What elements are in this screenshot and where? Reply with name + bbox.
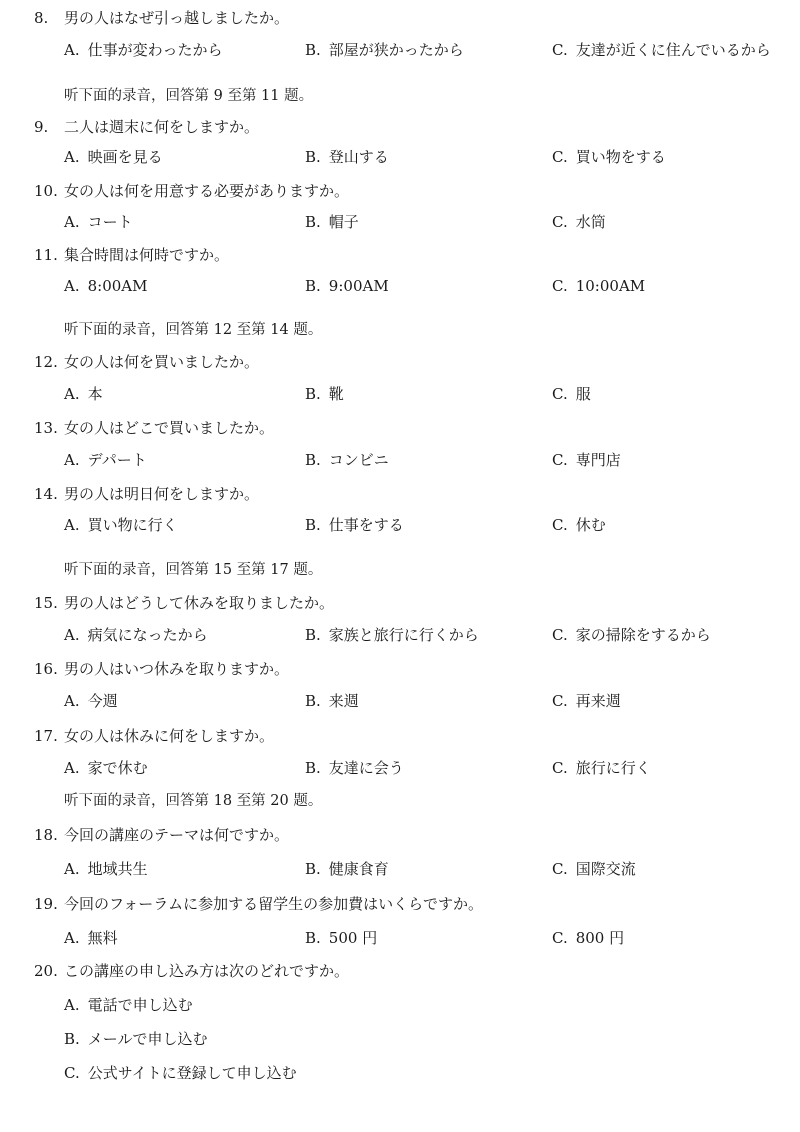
option-letter: C. (552, 929, 568, 947)
option-text: 健康食育 (328, 860, 389, 878)
section-instruction: 听下面的录音，回答第 15 至第 17 题。 (64, 562, 323, 578)
option-letter: A. (64, 385, 80, 403)
option-text: 10:00AM (575, 277, 646, 295)
option-letter: A. (64, 996, 80, 1014)
option-c (552, 40, 771, 60)
question-text: 男の人はどうして休みを取りましたか。 (64, 594, 335, 612)
option-b (305, 212, 359, 232)
option-text: 専門店 (575, 451, 621, 469)
option-letter: C. (552, 385, 568, 403)
option-text: 水筒 (575, 213, 606, 231)
option-text: 家族と旅行に行くから (328, 626, 479, 644)
option-text: 無料 (87, 929, 118, 947)
question-number: 10. (34, 182, 58, 200)
option-b (305, 276, 389, 296)
option-text: 仕事をする (328, 516, 404, 534)
option-text: コンビニ (328, 451, 389, 469)
option-c (552, 276, 645, 296)
option-letter: B. (305, 277, 321, 295)
option-b (305, 450, 389, 470)
option-c (552, 928, 624, 948)
question-number: 9. (34, 118, 49, 136)
option-text: 8:00AM (87, 277, 148, 295)
option-a (64, 212, 133, 232)
option-letter: B. (305, 41, 321, 59)
option-text: 家の掃除をするから (575, 626, 711, 644)
option-letter: B. (305, 929, 321, 947)
option-text: 地域共生 (87, 860, 148, 878)
question-text: 男の人はなぜ引っ越しましたか。 (64, 9, 290, 27)
option-letter: C. (552, 860, 568, 878)
option-text: 友達が近くに住んでいるから (575, 41, 771, 59)
question-text: 男の人はいつ休みを取りますか。 (64, 660, 290, 678)
option-letter: A. (64, 451, 80, 469)
option-a (64, 384, 103, 404)
question-text: 集合時間は何時ですか。 (64, 246, 230, 264)
option-c (552, 515, 606, 535)
option-letter: A. (64, 929, 80, 947)
option-a (64, 147, 163, 167)
option-letter: B. (305, 213, 321, 231)
option-a (64, 515, 178, 535)
option-b (64, 1029, 208, 1049)
option-text: 再来週 (575, 692, 621, 710)
question-text: 二人は週末に何をしますか。 (64, 118, 260, 136)
option-text: 映画を見る (87, 148, 163, 166)
option-letter: B. (305, 626, 321, 644)
question-text: この講座の申し込み方は次のどれですか。 (64, 962, 350, 980)
option-text: 500 円 (328, 929, 378, 947)
option-letter: B. (305, 385, 321, 403)
option-b (305, 625, 479, 645)
option-text: 国際交流 (575, 860, 636, 878)
option-letter: B. (64, 1030, 80, 1048)
question-text: 男の人は明日何をしますか。 (64, 485, 260, 503)
option-a (64, 625, 208, 645)
option-text: 登山する (328, 148, 389, 166)
option-c (552, 758, 651, 778)
question-number: 18. (34, 826, 58, 844)
option-text: 靴 (328, 385, 344, 403)
question-text: 今回の講座のテーマは何ですか。 (64, 826, 290, 844)
question-text: 女の人はどこで買いましたか。 (64, 419, 275, 437)
option-text: 帽子 (328, 213, 359, 231)
option-c (552, 450, 621, 470)
option-b (305, 384, 344, 404)
option-letter: C. (552, 277, 568, 295)
option-text: 休む (575, 516, 606, 534)
question-number: 8. (34, 9, 49, 27)
option-c (552, 384, 591, 404)
option-letter: B. (305, 516, 321, 534)
option-text: 部屋が狭かったから (328, 41, 464, 59)
option-text: 家で休む (87, 759, 148, 777)
option-letter: B. (305, 451, 321, 469)
option-text: 公式サイトに登録して申し込む (87, 1064, 297, 1082)
option-text: 仕事が変わったから (87, 41, 223, 59)
option-a (64, 40, 222, 60)
option-b (305, 515, 404, 535)
option-letter: C. (64, 1064, 80, 1082)
option-letter: C. (552, 148, 568, 166)
option-a (64, 995, 193, 1015)
option-a (64, 276, 148, 296)
option-a (64, 758, 148, 778)
question-text: 女の人は休みに何をしますか。 (64, 727, 275, 745)
option-a (64, 928, 118, 948)
question-number: 17. (34, 727, 58, 745)
option-letter: A. (64, 759, 80, 777)
question-text: 女の人は何を買いましたか。 (64, 353, 260, 371)
option-b (305, 40, 464, 60)
option-a (64, 450, 147, 470)
option-b (305, 147, 389, 167)
option-letter: B. (305, 692, 321, 710)
option-letter: B. (305, 860, 321, 878)
question-number: 14. (34, 485, 58, 503)
option-text: 9:00AM (328, 277, 389, 295)
question-number: 15. (34, 594, 58, 612)
option-text: 電話で申し込む (87, 996, 193, 1014)
option-letter: B. (305, 148, 321, 166)
option-c (64, 1063, 297, 1083)
option-letter: C. (552, 626, 568, 644)
option-text: 本 (87, 385, 103, 403)
section-instruction: 听下面的录音，回答第 12 至第 14 题。 (64, 322, 323, 338)
option-text: 病気になったから (87, 626, 208, 644)
option-letter: C. (552, 692, 568, 710)
question-number: 20. (34, 962, 58, 980)
question-text: 女の人は何を用意する必要がありますか。 (64, 182, 350, 200)
option-a (64, 859, 148, 879)
option-letter: A. (64, 41, 80, 59)
option-letter: C. (552, 213, 568, 231)
option-text: 旅行に行く (575, 759, 651, 777)
option-text: 来週 (328, 692, 359, 710)
question-number: 12. (34, 353, 58, 371)
option-letter: C. (552, 41, 568, 59)
option-letter: B. (305, 759, 321, 777)
option-text: 友達に会う (328, 759, 404, 777)
option-letter: A. (64, 626, 80, 644)
option-letter: A. (64, 860, 80, 878)
option-b (305, 691, 359, 711)
option-c (552, 691, 621, 711)
question-number: 19. (34, 895, 58, 913)
option-letter: A. (64, 213, 80, 231)
option-text: 服 (575, 385, 591, 403)
option-text: コート (87, 213, 133, 231)
option-c (552, 147, 666, 167)
option-letter: A. (64, 516, 80, 534)
option-letter: A. (64, 148, 80, 166)
option-letter: C. (552, 759, 568, 777)
option-a (64, 691, 118, 711)
option-text: デパート (87, 451, 147, 469)
question-number: 13. (34, 419, 58, 437)
option-c (552, 212, 606, 232)
option-letter: A. (64, 692, 80, 710)
option-b (305, 928, 377, 948)
option-letter: C. (552, 516, 568, 534)
option-c (552, 859, 636, 879)
section-instruction: 听下面的录音，回答第 9 至第 11 题。 (64, 88, 314, 104)
question-number: 16. (34, 660, 58, 678)
option-text: 800 円 (575, 929, 625, 947)
option-text: メールで申し込む (87, 1030, 208, 1048)
option-letter: C. (552, 451, 568, 469)
option-text: 買い物をする (575, 148, 666, 166)
section-instruction: 听下面的录音，回答第 18 至第 20 题。 (64, 793, 323, 809)
question-number: 11. (34, 246, 58, 264)
option-b (305, 758, 404, 778)
option-text: 今週 (87, 692, 118, 710)
option-letter: A. (64, 277, 80, 295)
option-c (552, 625, 711, 645)
option-b (305, 859, 389, 879)
question-text: 今回のフォーラムに参加する留学生の参加費はいくらですか。 (64, 895, 483, 913)
option-text: 買い物に行く (87, 516, 178, 534)
